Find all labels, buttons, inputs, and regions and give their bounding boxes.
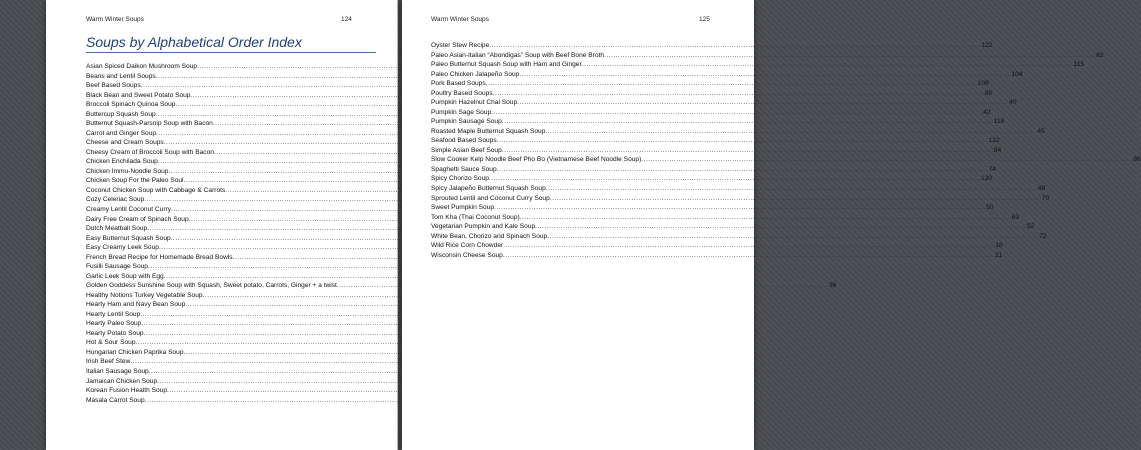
index-entry <box>431 79 989 89</box>
index-entry <box>86 186 376 196</box>
index-entry <box>431 70 1023 80</box>
dot-leader <box>489 174 981 184</box>
dot-leader <box>517 98 1009 108</box>
entry-page: 118 <box>993 118 1005 126</box>
dot-leader <box>503 241 995 251</box>
index-entry <box>86 396 376 406</box>
entry-title: Beans and Lentil Soups <box>86 72 156 80</box>
entry-title: White Bean, Chorizo and Spinach Soup <box>431 232 548 240</box>
index-entry <box>86 300 376 310</box>
index-list <box>431 41 1141 260</box>
running-head: Warm Winter Soups <box>86 16 144 23</box>
entry-page: 120 <box>980 175 992 183</box>
index-entry <box>86 367 376 377</box>
entry-title: Creamy Lentil Coconut Curry <box>86 205 172 213</box>
index-entry <box>86 329 376 339</box>
entry-page: 86 <box>1133 156 1141 164</box>
entry-page: 84 <box>993 146 1002 154</box>
dot-leader <box>489 41 981 51</box>
entry-title: Italian Sausage Soup <box>86 368 149 375</box>
entry-title: Masala Carrot Soup <box>86 396 145 404</box>
entry-title: Wild Rice Corn Chowder <box>431 242 504 250</box>
index-entry <box>431 213 1020 223</box>
entry-page: 82 <box>1096 51 1104 59</box>
index-entry <box>431 203 994 213</box>
entry-title: Paleo Chicken Jalapeño Soup <box>431 70 520 78</box>
index-entry <box>431 155 1141 165</box>
entry-title: Wisconsin Cheese Soup <box>431 251 503 259</box>
index-title: Soups by Alphabetical Order Index <box>86 34 376 53</box>
index-entry <box>86 215 376 225</box>
dot-leader <box>497 165 989 175</box>
entry-title: Carrot and Ginger Soup <box>86 129 157 137</box>
entry-title: Butternut Squash-Parsnip Soup with Bacon <box>86 120 213 128</box>
entry-page: 122 <box>981 42 993 49</box>
index-entry <box>86 262 376 272</box>
index-entry <box>431 136 1000 146</box>
index-entry <box>86 291 376 301</box>
index-entry <box>86 338 376 348</box>
index-entry <box>86 195 376 205</box>
index-entry <box>431 241 1003 251</box>
index-entry <box>431 89 992 99</box>
entry-title: Dutch Meatball Soup <box>86 225 148 233</box>
index-entry <box>86 253 376 263</box>
entry-page: 48 <box>1037 184 1046 192</box>
entry-title: Garlic Leek Soup with Egg <box>86 272 164 280</box>
entry-title: Hearty Ham and Navy Bean Soup <box>86 301 186 309</box>
entry-title: Spaghetti Sauce Soup <box>431 165 497 173</box>
index-entry <box>86 205 376 215</box>
entry-title: Fusilli Sausage Soup <box>86 263 148 271</box>
dot-leader <box>494 203 986 213</box>
entry-title: Pumpkin Sage Soup <box>431 108 492 116</box>
index-entry <box>86 234 376 244</box>
index-entry <box>86 129 376 139</box>
entry-page: 74 <box>988 165 997 173</box>
entry-title: Jamaican Chicken Soup <box>86 377 158 385</box>
entry-title: Cozy Celeriac Soup <box>86 196 145 204</box>
entry-title: Seafood Based Soups <box>431 137 497 145</box>
entry-title: Tom Kha (Thai Coconut Soup) <box>431 213 520 221</box>
entry-title: Slow Cooker Kelp Noodle Beef Pho Bo (Vietnamese Beef Noodle Soup) <box>431 156 642 164</box>
index-entry <box>86 243 376 253</box>
index-entry <box>431 60 1085 70</box>
index-entry <box>86 110 376 120</box>
entry-title: Sweet Pumpkin Soup <box>431 204 495 212</box>
entry-title: Hearty Lentil Soup <box>86 310 141 318</box>
entry-title: Spicy Jalapeño Butternut Squash Soup <box>431 184 546 192</box>
entry-title: Simple Asian Beef Soup <box>431 146 502 154</box>
entry-page: 42 <box>983 108 991 116</box>
index-entry <box>86 91 376 101</box>
entry-title: Golden Goddess Sunshine Soup with Squash, Sweet potato, Carrots, Ginger + a twist <box>86 282 337 290</box>
index-entry <box>86 119 376 129</box>
index-entry <box>86 167 376 177</box>
entry-title: Irish Beef Stew <box>86 358 131 366</box>
index-entry <box>86 310 376 320</box>
dot-leader <box>550 194 1042 204</box>
index-entry <box>431 51 1104 61</box>
entry-page: 70 <box>1041 194 1050 202</box>
entry-title: Chicken Soup For the Paleo Soul <box>86 177 184 185</box>
entry-title: Dairy Free Cream of Spinach Soup <box>86 215 189 223</box>
entry-page: 52 <box>1027 223 1035 231</box>
index-entry <box>86 281 837 291</box>
entry-title: Pumpkin Hazelnut Chai Soup <box>431 99 518 107</box>
dot-leader <box>503 251 995 261</box>
index-entry <box>86 348 376 358</box>
index-entry <box>86 357 376 367</box>
entry-title: Sprouted Lentil and Coconut Curry Soup <box>431 194 550 202</box>
dot-leader <box>497 136 989 146</box>
entry-page: 50 <box>986 204 994 212</box>
index-entry <box>431 251 1003 261</box>
entry-title: Korean Fusion Health Soup <box>86 387 168 395</box>
entry-page: 36 <box>828 282 837 290</box>
dot-leader <box>547 232 1039 242</box>
index-entry <box>86 377 376 387</box>
index-entry <box>431 184 1046 194</box>
index-entry <box>431 117 1005 127</box>
entry-page: 108 <box>977 80 989 88</box>
entry-title: Vegetarian Pumpkin and Kale Soup <box>431 223 536 231</box>
index-entry <box>431 41 993 51</box>
dot-leader <box>604 51 1096 61</box>
entry-title: Healthy Notions Turkey Vegetable Soup <box>86 291 203 299</box>
entry-title: Poultry Based Soups <box>431 89 493 97</box>
entry-title: Buttercup Squash Soup <box>86 110 156 118</box>
entry-title: Spicy Chorizo Soup <box>431 175 489 183</box>
entry-title: Asian Spiced Daikon Mushroom Soup <box>86 63 198 70</box>
index-entry <box>431 222 1035 232</box>
dot-leader <box>502 146 994 156</box>
index-entry <box>86 148 376 158</box>
index-entry <box>431 108 991 118</box>
entry-title: Easy Butternut Squash Soup <box>86 234 171 242</box>
dot-leader <box>491 108 983 118</box>
entry-title: Beef Based Soups <box>86 82 141 90</box>
entry-title: Pumpkin Sausage Soup <box>431 118 502 126</box>
index-entry <box>431 165 997 175</box>
entry-title: Black Bean and Sweet Potato Soup <box>86 91 191 99</box>
entry-title: Cheese and Cream Soups <box>86 139 164 147</box>
dot-leader <box>535 222 1027 232</box>
entry-title: French Bread Recipe for Homemade Bread Bowls <box>86 253 233 261</box>
index-entry <box>431 146 1002 156</box>
index-entry <box>86 157 376 167</box>
entry-title: Cheesy Cream of Broccoli Soup with Bacon <box>86 148 214 156</box>
entry-page: 115 <box>1073 61 1085 69</box>
dot-leader <box>545 127 1037 137</box>
entry-page: 72 <box>1039 232 1047 240</box>
index-entry <box>86 62 376 72</box>
entry-title: Chicken Enchilada Soup <box>86 158 158 166</box>
entry-page: 122 <box>988 137 1000 145</box>
index-entry <box>86 72 376 82</box>
entry-page: 63 <box>1011 213 1020 221</box>
index-entry <box>86 319 376 329</box>
entry-title: Hearty Potato Soup <box>86 329 144 337</box>
entry-title: Paleo Asian-Italian “Abondigas” Soup with Beef Bone Broth <box>431 51 605 59</box>
entry-title: Easy Creamy Leek Soup <box>86 244 159 252</box>
entry-title: Coconut Chicken Soup with Cabbage & Carrots <box>86 186 226 194</box>
dot-leader <box>582 60 1074 70</box>
index-entry <box>431 194 1050 204</box>
entry-title: Oyster Stew Recipe <box>431 42 490 49</box>
entry-title: Pork Based Soups <box>431 80 486 88</box>
dot-leader <box>502 117 994 127</box>
entry-page: 21 <box>994 251 1003 259</box>
entry-title: Hearty Paleo Soup <box>86 320 142 328</box>
entry-page: 18 <box>995 242 1003 250</box>
entry-title: Roasted Maple Butternut Squash Soup <box>431 127 546 135</box>
index-entry <box>86 386 376 396</box>
index-entry <box>431 232 1047 242</box>
entry-page: 89 <box>984 89 992 97</box>
index-entry <box>431 98 1017 108</box>
index-entry <box>86 176 376 186</box>
entry-page: 45 <box>1037 127 1045 135</box>
dot-leader <box>546 184 1038 194</box>
dot-leader <box>493 89 985 99</box>
dot-leader <box>641 155 1133 165</box>
entry-title: Hot & Sour Soup <box>86 339 136 347</box>
dot-leader <box>486 79 978 89</box>
index-entry <box>86 272 376 282</box>
entry-title: Broccoli Spinach Quinoa Soup <box>86 101 176 109</box>
entry-title: Paleo Butternut Squash Soup with Ham and Ginger <box>431 61 582 69</box>
entry-title: Chicken Immu-Noodle Soup <box>86 167 169 175</box>
index-entry <box>86 100 376 110</box>
page-number: 124 <box>341 16 352 23</box>
running-head: Warm Winter Soups <box>431 16 489 23</box>
entry-page: 104 <box>1011 70 1023 78</box>
index-entry <box>86 138 376 148</box>
entry-title: Hungarian Chicken Paprika Soup <box>86 348 184 356</box>
index-entry <box>86 224 376 234</box>
index-entry <box>86 81 376 91</box>
dot-leader <box>519 70 1011 80</box>
index-entry <box>431 127 1045 137</box>
entry-page: 40 <box>1009 99 1017 107</box>
index-entry <box>431 174 992 184</box>
dot-leader <box>520 213 1012 223</box>
page-number: 125 <box>699 16 710 23</box>
